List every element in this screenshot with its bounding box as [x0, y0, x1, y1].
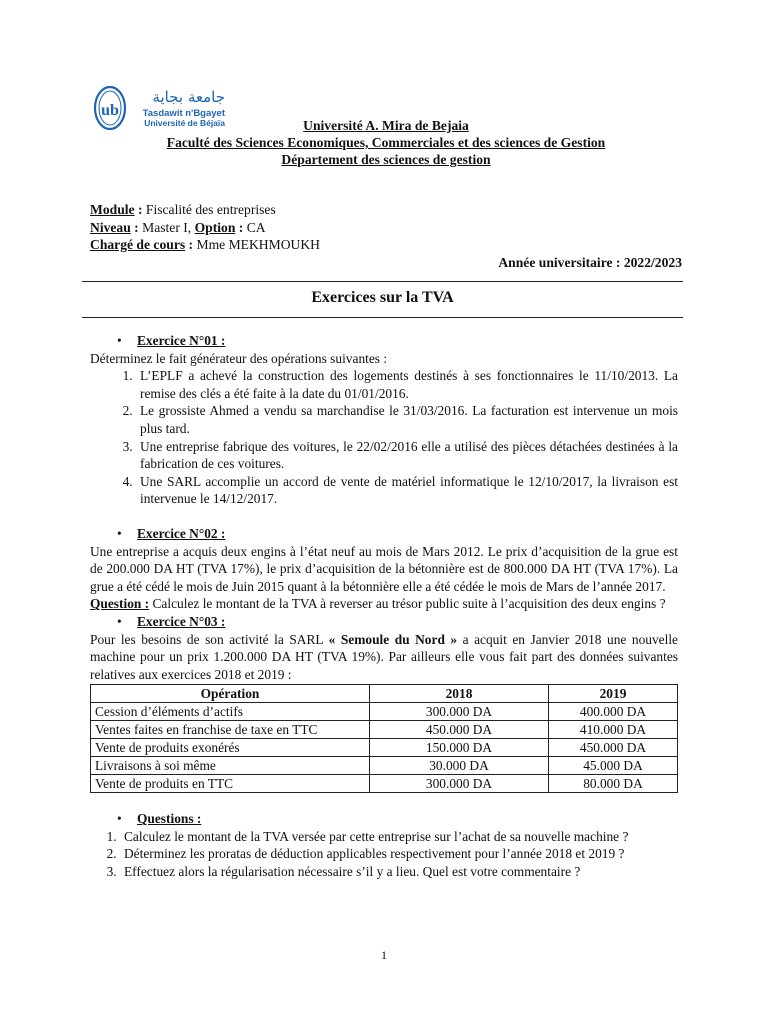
table-header-row [91, 685, 678, 703]
exercise-3-heading: • Exercice N°03 : [117, 613, 226, 629]
charge-key: Chargé de cours [90, 237, 186, 252]
module-line: Module : Fiscalité des entreprises [90, 202, 276, 217]
option-key: Option [194, 219, 236, 235]
question-label: Question : [90, 596, 150, 612]
table-cell: 80.000 DA [549, 775, 678, 793]
table-cell: 410.000 DA [549, 721, 678, 739]
page-number: 1 [381, 948, 387, 962]
university-name: Université A. Mira de Bejaia [303, 118, 469, 133]
bullet-icon: • [117, 811, 122, 827]
table-cell: 300.000 DA [370, 775, 549, 793]
option-value: CA [246, 219, 266, 235]
table-cell: 45.000 DA [549, 757, 678, 775]
table-cell: 30.000 DA [370, 757, 549, 775]
table-cell: 450.000 DA [549, 739, 678, 757]
page-title: Exercices sur la TVA [311, 289, 454, 306]
module-value: Fiscalité des entreprises [145, 202, 276, 217]
header-block [90, 117, 682, 168]
logo-line3: Université de Béjaïa [144, 118, 225, 128]
table-cell: Vente de produits en TTC [91, 775, 370, 793]
table-cell: Vente de produits exonérés [91, 739, 370, 757]
table-cell: 300.000 DA [370, 703, 549, 721]
list-item: 1. L’EPLF a achevé la construction des logements destinés à ses fonctionnaires le 11/10/2013. La remise des clés a été faite à la date du 01/01/2016. [136, 367, 678, 402]
list-item: 3. Effectuez alors la régularisation nécessaire s’il y a lieu. Quel est votre commentaire ? [120, 863, 678, 881]
exercise-1-intro: Déterminez le fait générateur des opérations suivantes : [90, 350, 388, 366]
academic-year: Année universitaire : 2022/2023 [498, 254, 682, 270]
table-row [91, 703, 678, 721]
exercise-1-list [90, 367, 678, 508]
niveau-value: Master I, [142, 219, 192, 235]
table-header: 2018 [370, 685, 549, 703]
table-row [91, 721, 678, 739]
exercise-2-heading: • Exercice N°02 : [117, 525, 226, 541]
exercise-2-text: Une entreprise a acquis deux engins à l’état neuf au mois de Mars 2012. Le prix d’acquisition de la grue est de 200.000 DA HT (TVA 17%), le prix d’acquisition de la bétonnière est de 800.000 DA HT (TVA 17%). La grue a été cédé le mois de Juin 2015 quant à la bétonnière elle a été cédée le mois de Mars de l’année 2017. [90, 543, 678, 594]
niveau-key: Niveau [90, 219, 131, 235]
list-item: 2. Le grossiste Ahmed a vendu sa marchandise le 31/03/2016. La facturation est intervenue un mois plus tard. [136, 402, 678, 437]
table-cell: Livraisons à soi même [91, 757, 370, 775]
top-divider [82, 281, 683, 282]
list-item: 1. Calculez le montant de la TVA versée par cette entreprise sur l’achat de sa nouvelle machine ? [120, 828, 678, 846]
title-divider [82, 317, 683, 318]
charge-line: Chargé de cours : Mme MEKHMOUKH [90, 237, 320, 252]
course-meta [90, 201, 682, 271]
niveau-line: Niveau : Master I, Option : CA [90, 219, 266, 235]
table-header: Opération [91, 685, 370, 703]
bullet-icon: • [117, 525, 122, 541]
exercise-2-question: Question : Calculez le montant de la TVA à reverser au trésor public suite à l’acquisition des deux engins ? [90, 596, 666, 612]
company-name: « Semoule du Nord » [328, 631, 458, 647]
table-cell: Cession d’éléments d’actifs [91, 703, 370, 721]
table-cell: Ventes faites en franchise de taxe en TTC [91, 721, 370, 739]
department-name: Département des sciences de gestion [281, 152, 491, 167]
module-key: Module [90, 202, 135, 217]
table-header: 2019 [549, 685, 678, 703]
logo-line2: Tasdawit n'Bgayet [142, 108, 225, 119]
charge-value: Mme MEKHMOUKH [196, 237, 320, 252]
table-row [91, 775, 678, 793]
logo-arabic-text: جامعة بجاية [152, 88, 225, 106]
exercise-1-heading: • Exercice N°01 : [117, 333, 226, 348]
list-item: 3. Une entreprise fabrique des voitures, le 22/02/2016 elle a utilisé des pièces détachées destinées à la fabrication de ces voitures. [136, 438, 678, 473]
operations-table [90, 684, 678, 793]
questions-heading: • Questions : [117, 811, 202, 827]
table-row [91, 757, 678, 775]
svg-text:ub: ub [101, 102, 119, 119]
table-cell: 150.000 DA [370, 739, 549, 757]
exercises-content [90, 332, 678, 881]
exercise-3-text: Pour les besoins de son activité la SARL « Semoule du Nord » a acquit en Janvier 2018 une nouvelle machine pour un prix 1.200.000 DA HT (TVA 19%). Par ailleurs elle vous fait part des données suivantes relatives aux exercices 2018 et 2019 : [90, 631, 678, 682]
list-item: 2. Déterminez les proratas de déduction applicables respectivement pour l’année 2018 et 2019 ? [120, 845, 678, 863]
table-cell: 400.000 DA [549, 703, 678, 721]
bullet-icon: • [117, 333, 122, 348]
bullet-icon: • [117, 613, 122, 629]
exercise-3-questions [90, 828, 678, 881]
table-row [91, 739, 678, 757]
list-item: 4. Une SARL accomplie un accord de vente de matériel informatique le 12/10/2017, la livraison est intervenue le 14/12/2017. [136, 473, 678, 508]
table-cell: 450.000 DA [370, 721, 549, 739]
faculty-name: Faculté des Sciences Economiques, Commerciales et des sciences de Gestion [166, 135, 606, 150]
